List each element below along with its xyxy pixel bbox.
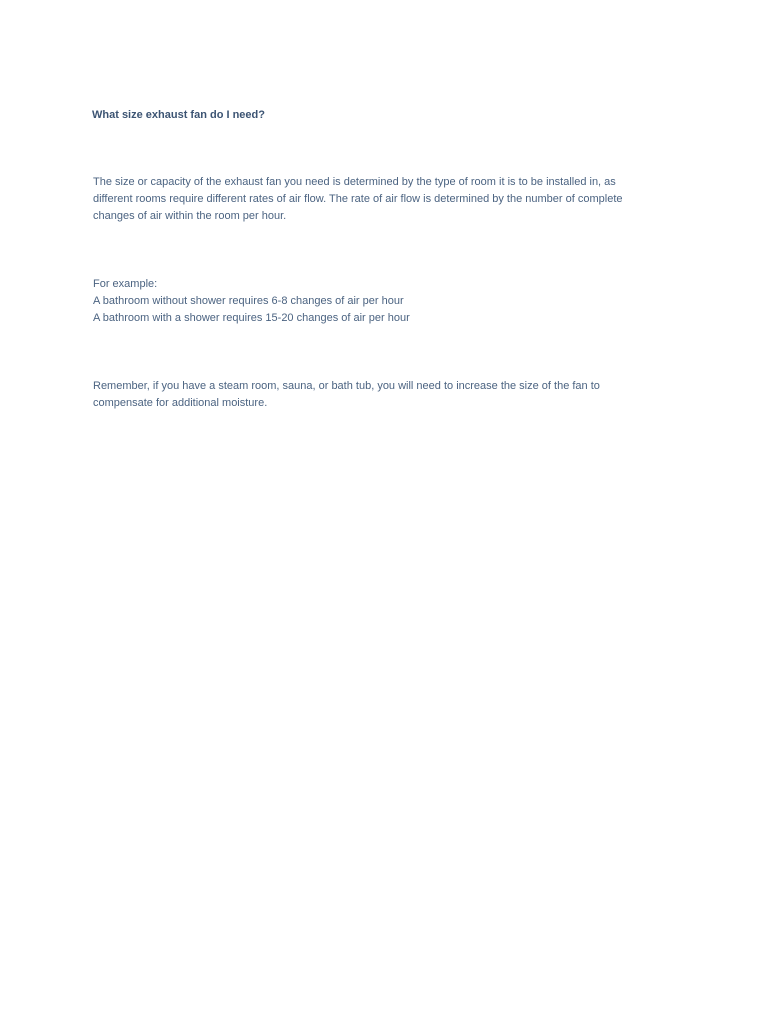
intro-paragraph [93, 174, 623, 225]
paragraph-line: changes of air within the room per hour. [93, 210, 287, 222]
paragraph-line: compensate for additional moisture. [93, 397, 268, 409]
paragraph-line: A bathroom with a shower requires 15-20 changes of air per hour [93, 312, 410, 324]
paragraph-line: different rooms require different rates of air flow. The rate of air flow is determined by the number of complete [93, 193, 623, 205]
paragraph-line: Remember, if you have a steam room, sauna, or bath tub, you will need to increase the size of the fan to [93, 380, 600, 392]
paragraph-line: The size or capacity of the exhaust fan you need is determined by the type of room it is to be installed in, as [93, 176, 616, 188]
paragraph-line: A bathroom without shower requires 6-8 changes of air per hour [93, 295, 404, 307]
paragraph-line: For example: [93, 278, 158, 290]
page-title: What size exhaust fan do I need? [92, 109, 265, 121]
example-paragraph [93, 276, 410, 327]
remember-paragraph [93, 378, 600, 412]
